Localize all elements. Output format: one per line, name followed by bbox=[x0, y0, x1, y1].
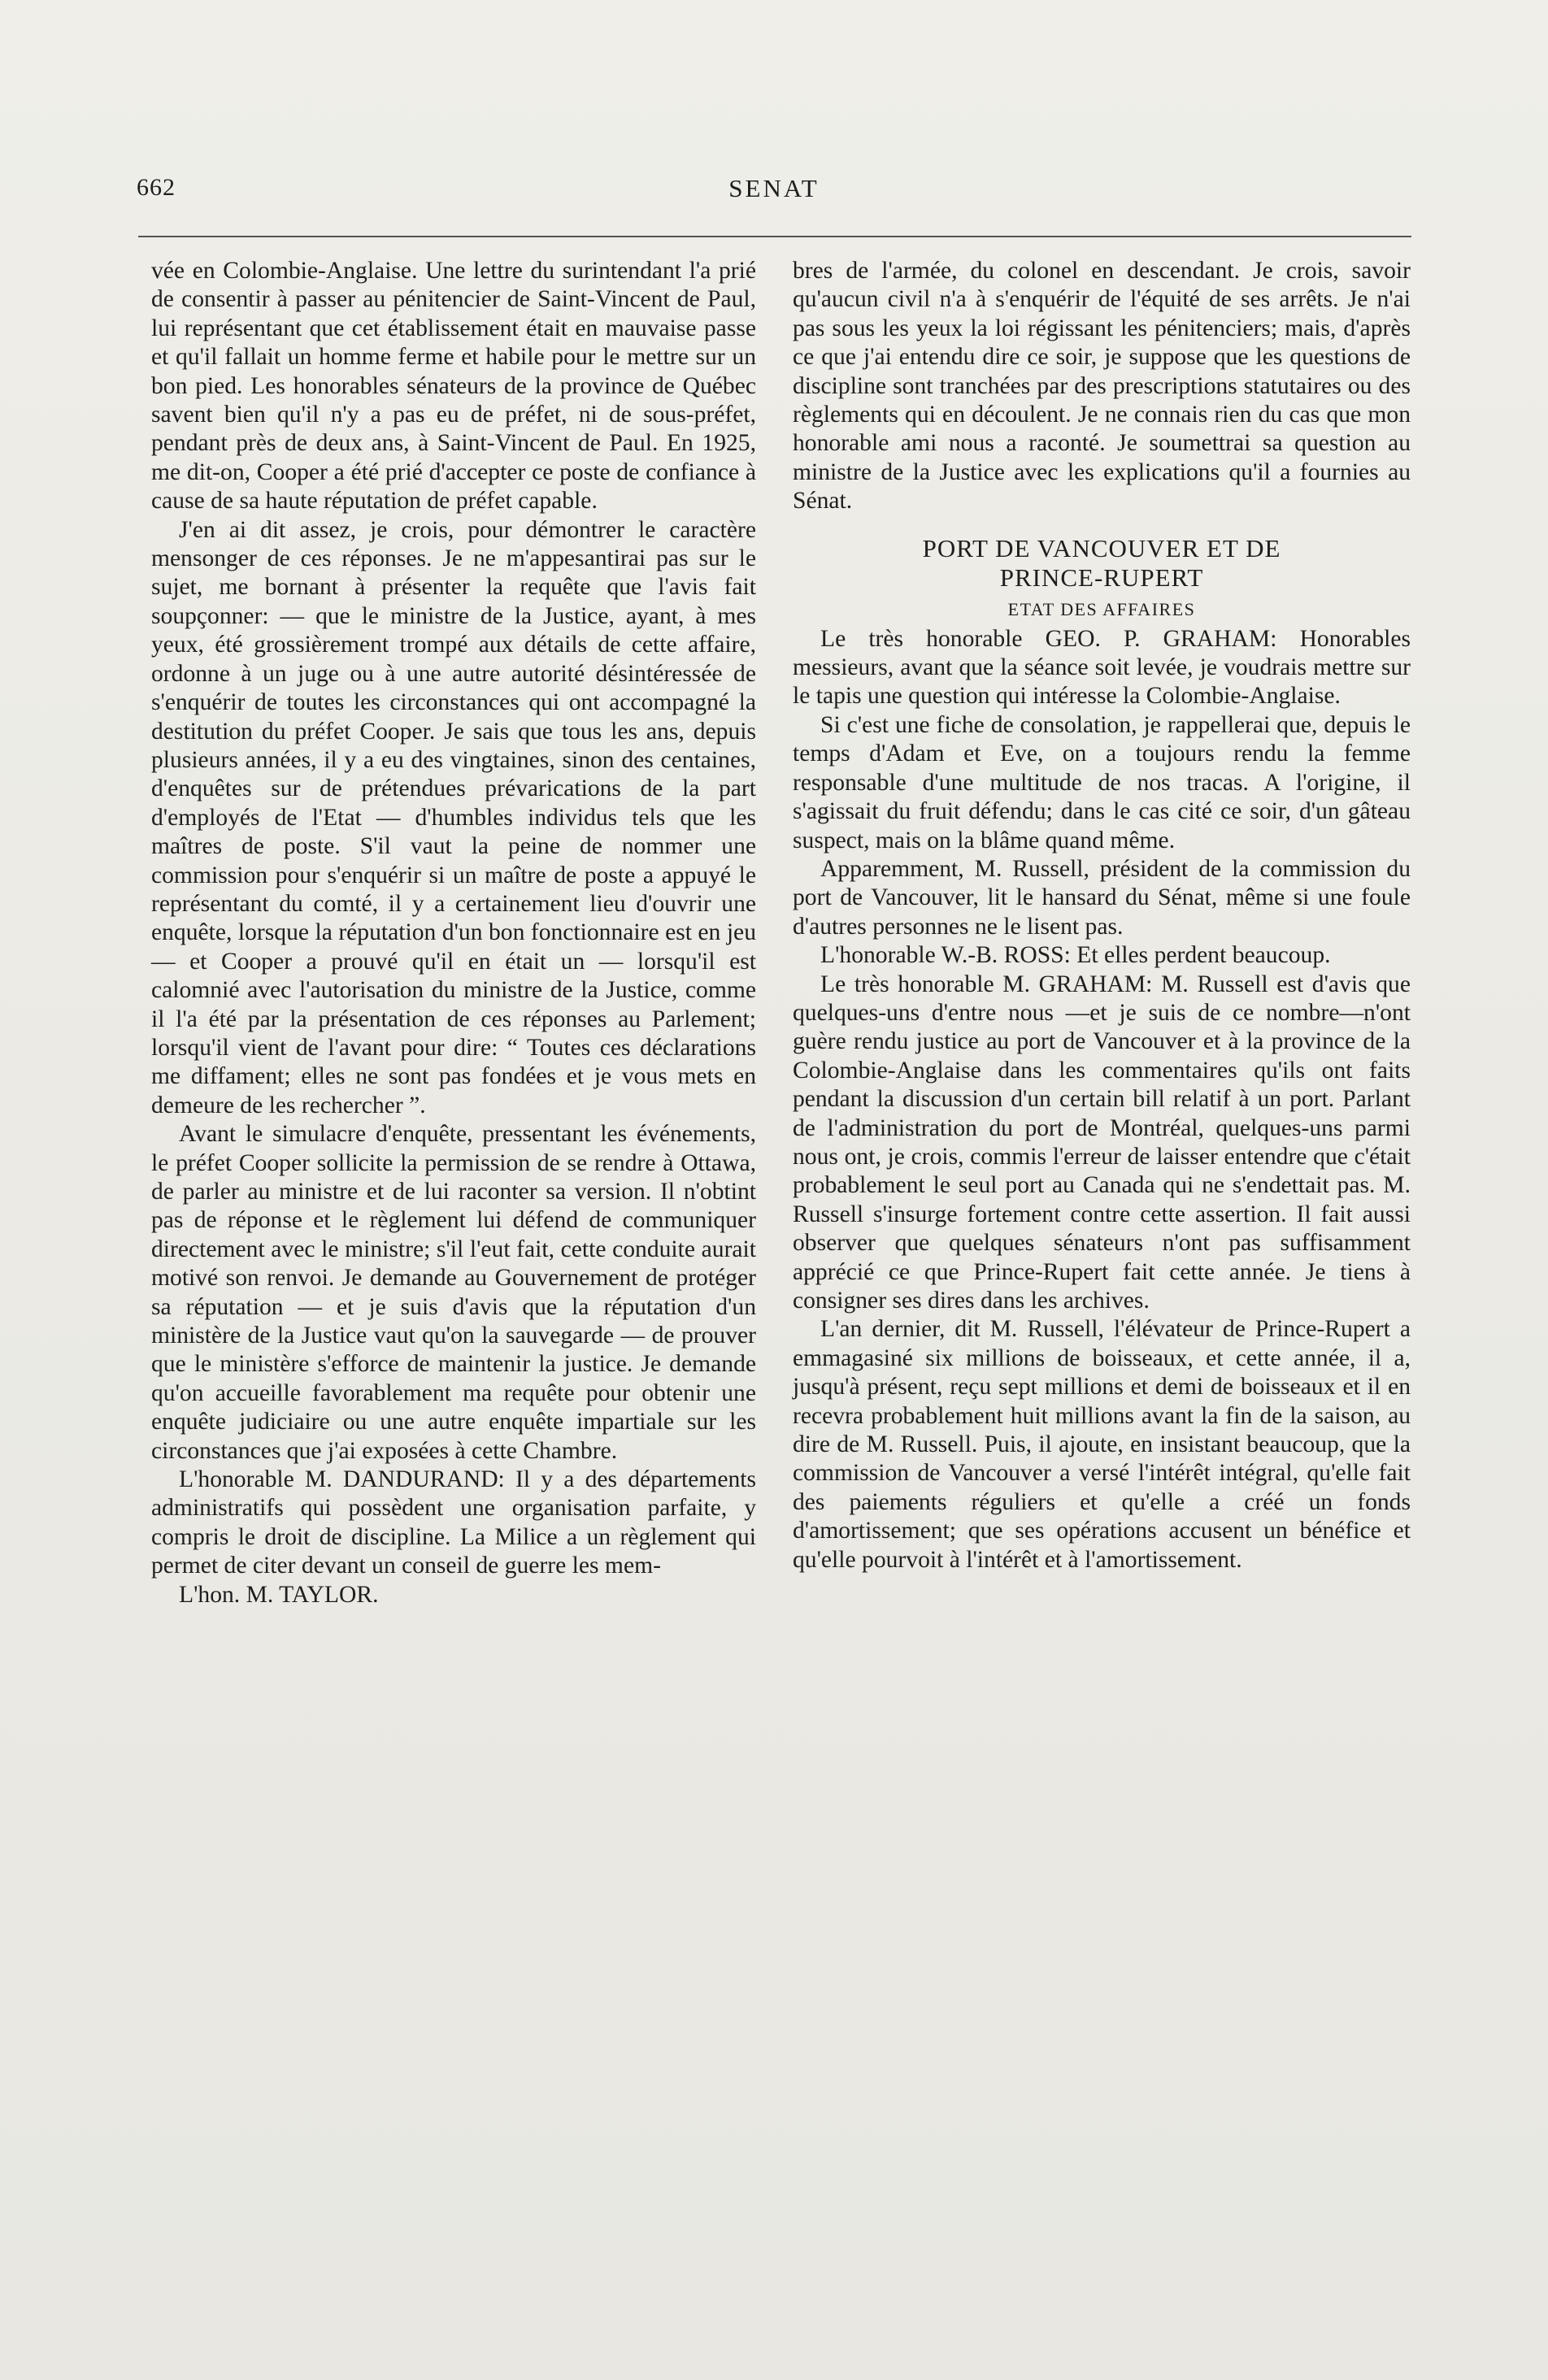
paragraph: L'an dernier, dit M. Russell, l'élévateur de Prince-Rupert a emmagasiné six millions de boisseaux, et cette année, il a, jusqu'à présent, reçu sept millions et demi de boisseaux et il en recevra probablement huit millions avant la fin de la saison, au dire de M. Russell. Puis, il ajoute, en insistant beaucoup, que la commission de Vancouver a versé l'intérêt intégral, qu'elle fait des paiements réguliers et qu'elle a créé un fonds d'amortissement; que ses opérations accusent un bénéfice et qu'elle pourvoit à l'intérêt et à l'amortissement. bbox=[793, 1316, 1411, 1573]
paragraph: L'honorable M. DANDURAND: Il y a des départements administratifs qui possèdent une organisation parfaite, y compris le droit de discipline. La Milice a un règlement qui permet de citer devant un conseil de guerre les mem- bbox=[151, 1466, 756, 1579]
paragraph: J'en ai dit assez, je crois, pour démontrer le caractère mensonger de ces réponses. Je ne m'appesantirai pas sur le sujet, me bornant à présenter la requête que l'avis fait soupçonner: — que le ministre de la Justice, ayant, à mes yeux, été grossièrement trompé aux détails de cette affaire, ordonne à un juge ou à une autre autorité désintéressée de s'enquérir de toutes les circonstances qui ont accompagné la destitution du préfet Cooper. Je sais que tous les ans, depuis plusieurs années, il y a eu des vingtaines, sinon des centaines, d'enquêtes sur de prétendues prévarications de la part d'employés de l'Etat — d'humbles individus tels que les maîtres de poste. S'il vaut la peine de nommer une commission pour s'enquérir si un maître de poste a appuyé le représentant du comté, il y a certainement lieu d'ouvrir une enquête, lorsque la réputation d'un bon fonctionnaire est en jeu — et Cooper a prouvé qu'il en était un — lorsqu'il est calomnié avec l'autorisation du ministre de la Justice, comme il l'a été par la présentation de ces réponses au Parlement; lorsqu'il vient de l'avant pour dire: “ Toutes ces déclarations me diffament; elles ne sont pas fondées et je vous mets en demeure de les rechercher ”. bbox=[151, 516, 756, 1118]
left-column bbox=[151, 257, 756, 1609]
section-heading bbox=[793, 534, 1411, 593]
paragraph: Avant le simulacre d'enquête, pressentant les événements, le préfet Cooper sollicite la permission de se rendre à Ottawa, de parler au ministre et de lui raconter sa version. Il n'obtint pas de réponse et le règlement lui défend de communiquer directement avec le ministre; s'il l'eut fait, cette conduite aurait motivé son renvoi. Je demande au Gouvernement de protéger sa réputation — et je suis d'avis que la réputation d'un ministère de la Justice vaut qu'on la sauvegarde — de prouver que le ministère s'efforce de maintenir la justice. Je demande qu'on accueille favorablement ma requête pour obtenir une enquête judiciaire ou une autre enquête impartiale sur les circonstances que j'ai exposées à cette Chambre. bbox=[151, 1121, 756, 1464]
section-heading-line: PRINCE-RUPERT bbox=[999, 562, 1204, 592]
paragraph: Si c'est une fiche de consolation, je rappellerai que, depuis le temps d'Adam et Eve, on a toujours rendu la femme responsable d'une multitude de nos tracas. A l'origine, il s'agissait du fruit défendu; dans le cas cité ce soir, d'un gâteau suspect, mais on la blâme quand même. bbox=[793, 711, 1411, 853]
paragraph: Le très honorable M. GRAHAM: M. Russell est d'avis que quelques-uns d'entre nous —et je suis de ce nombre—n'ont guère rendu justice au port de Vancouver et à la province de la Colombie-Anglaise dans les commentaires qu'ils ont faits pendant la discussion d'un certain bill relatif à un port. Parlant de l'administration du port de Montréal, quelques-uns parmi nous ont, je crois, commis l'erreur de laisser entendre que c'était probablement le seul port au Canada qui ne s'endettait pas. M. Russell s'insurge fortement contre cette assertion. Il fait aussi observer que quelques sénateurs n'ont pas suffisamment apprécié ce que Prince-Rupert fait cette année. Je tiens à consigner ses dires dans les archives. bbox=[793, 971, 1411, 1314]
section-heading-line: PORT DE VANCOUVER ET DE bbox=[922, 533, 1281, 562]
page-number: 662 bbox=[137, 174, 176, 201]
paragraph: Apparemment, M. Russell, président de la commission du port de Vancouver, lit le hansard du Sénat, même si une foule d'autres personnes ne le lisent pas. bbox=[793, 855, 1411, 940]
speaker-signoff: L'hon. M. TAYLOR. bbox=[179, 1581, 379, 1608]
running-head: SENAT bbox=[728, 174, 820, 202]
section-subheading: ETAT DES AFFAIRES bbox=[1007, 598, 1196, 619]
paragraph: vée en Colombie-Anglaise. Une lettre du surintendant l'a prié de consentir à passer au pénitencier de Saint-Vincent de Paul, lui représentant que cet établissement était en mauvaise passe et qu'il fallait un homme ferme et habile pour le mettre sur un bon pied. Les honorables sénateurs de la province de Québec savent bien qu'il n'y a pas eu de préfet, ni de sous-préfet, pendant près de deux ans, à Saint-Vincent de Paul. En 1925, me dit-on, Cooper a été prié d'accepter ce poste de confiance à cause de sa haute réputation de préfet capable. bbox=[151, 258, 756, 515]
header-rule bbox=[138, 236, 1411, 237]
page-header bbox=[137, 169, 1411, 210]
right-column bbox=[793, 257, 1411, 1574]
paragraph: L'honorable W.-B. ROSS: Et elles perdent beaucoup. bbox=[820, 942, 1331, 969]
paragraph: Le très honorable GEO. P. GRAHAM: Honorables messieurs, avant que la séance soit levée, je voudrais mettre sur le tapis une question qui intéresse la Colombie-Anglaise. bbox=[793, 625, 1411, 710]
paragraph: bres de l'armée, du colonel en descendant. Je crois, savoir qu'aucun civil n'a à s'enquérir de l'équité de ses arrêts. Je n'ai pas sous les yeux la loi régissant les pénitenciers; mais, d'après ce que j'ai entendu dire ce soir, je suppose que les questions de discipline sont tranchées par des prescriptions statutaires ou des règlements qui en découlent. Je ne connais rien du cas que mon honorable ami nous a raconté. Je soumettrai sa question au ministre de la Justice avec les explications qu'il a fournies au Sénat. bbox=[793, 258, 1411, 515]
